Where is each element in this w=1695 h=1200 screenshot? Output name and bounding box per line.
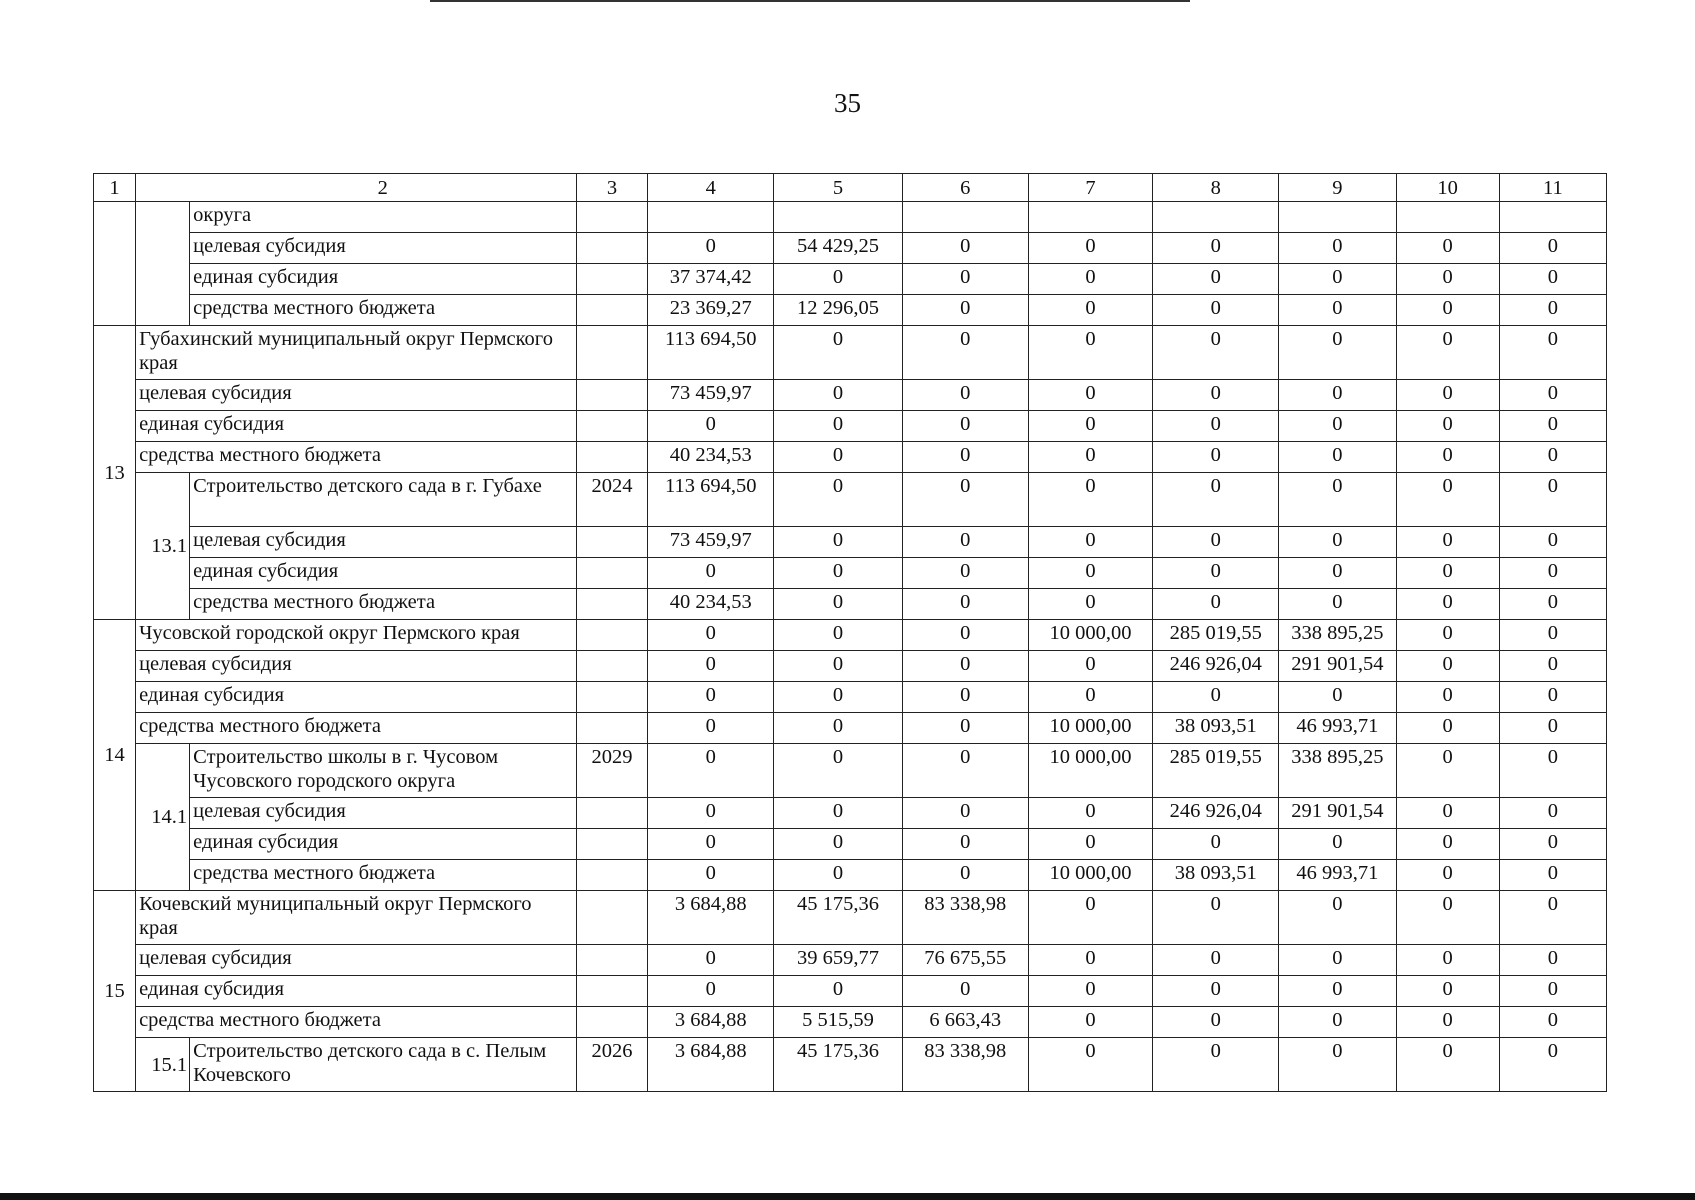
value-cell: 0: [1499, 976, 1606, 1007]
value-cell: 338 895,25: [1279, 620, 1396, 651]
year-cell: [576, 589, 647, 620]
value-cell: 10 000,00: [1028, 620, 1152, 651]
value-cell: 0: [902, 798, 1028, 829]
value-cell: [648, 202, 774, 233]
value-cell: 0: [1499, 558, 1606, 589]
row-label: целевая субсидия: [136, 380, 577, 411]
value-cell: [1396, 202, 1499, 233]
header-col-2: 2: [190, 174, 577, 202]
value-cell: 0: [1153, 682, 1279, 713]
value-cell: 0: [902, 744, 1028, 798]
value-cell: 338 895,25: [1279, 744, 1396, 798]
row-label: целевая субсидия: [190, 233, 577, 264]
value-cell: 0: [1396, 798, 1499, 829]
row-label: целевая субсидия: [190, 798, 577, 829]
value-cell: 0: [774, 682, 902, 713]
table-row: [94, 380, 1607, 411]
value-cell: 0: [1153, 295, 1279, 326]
value-cell: 0: [1279, 326, 1396, 380]
year-cell: 2026: [576, 1038, 647, 1092]
value-cell: 0: [774, 411, 902, 442]
value-cell: 0: [774, 442, 902, 473]
header-col-7: 7: [1028, 174, 1152, 202]
value-cell: 38 093,51: [1153, 713, 1279, 744]
value-cell: 0: [1396, 860, 1499, 891]
row-index: 14: [94, 620, 136, 891]
value-cell: 0: [902, 527, 1028, 558]
value-cell: 0: [1153, 976, 1279, 1007]
value-cell: 246 926,04: [1153, 798, 1279, 829]
value-cell: 0: [1028, 295, 1152, 326]
value-cell: 0: [1028, 589, 1152, 620]
year-cell: [576, 527, 647, 558]
row-label: целевая субсидия: [136, 945, 577, 976]
value-cell: 0: [1028, 473, 1152, 527]
year-cell: [576, 682, 647, 713]
value-cell: 0: [1499, 380, 1606, 411]
top-edge-line: [430, 0, 1190, 2]
year-cell: [576, 202, 647, 233]
value-cell: 0: [1396, 295, 1499, 326]
value-cell: 0: [774, 829, 902, 860]
table-row: [94, 527, 1607, 558]
value-cell: 0: [902, 589, 1028, 620]
value-cell: 0: [774, 264, 902, 295]
value-cell: 0: [902, 233, 1028, 264]
value-cell: 0: [902, 620, 1028, 651]
value-cell: 0: [902, 380, 1028, 411]
value-cell: 0: [902, 829, 1028, 860]
value-cell: 0: [902, 860, 1028, 891]
value-cell: 0: [1396, 651, 1499, 682]
row-label: средства местного бюджета: [136, 713, 577, 744]
value-cell: 10 000,00: [1028, 713, 1152, 744]
value-cell: 0: [1028, 527, 1152, 558]
value-cell: 0: [648, 651, 774, 682]
row-label: средства местного бюджета: [190, 860, 577, 891]
value-cell: 0: [1396, 682, 1499, 713]
row-label: средства местного бюджета: [190, 295, 577, 326]
value-cell: 285 019,55: [1153, 744, 1279, 798]
value-cell: 0: [1499, 620, 1606, 651]
value-cell: 0: [1499, 713, 1606, 744]
table-row: [94, 411, 1607, 442]
value-cell: 0: [1153, 589, 1279, 620]
value-cell: 0: [1499, 233, 1606, 264]
value-cell: 40 234,53: [648, 589, 774, 620]
value-cell: 0: [902, 558, 1028, 589]
value-cell: 0: [1499, 527, 1606, 558]
value-cell: 0: [1028, 1038, 1152, 1092]
table-row: [94, 860, 1607, 891]
value-cell: 0: [1279, 233, 1396, 264]
value-cell: 0: [1279, 264, 1396, 295]
table-row: [94, 651, 1607, 682]
value-cell: 246 926,04: [1153, 651, 1279, 682]
year-cell: [576, 891, 647, 945]
header-col-3: 3: [576, 174, 647, 202]
page-number: 35: [834, 88, 861, 118]
value-cell: 0: [1153, 527, 1279, 558]
value-cell: 45 175,36: [774, 891, 902, 945]
value-cell: 0: [1153, 326, 1279, 380]
table-row: [94, 798, 1607, 829]
row-label: единая субсидия: [190, 264, 577, 295]
value-cell: 0: [902, 682, 1028, 713]
table-row: [94, 829, 1607, 860]
year-cell: [576, 380, 647, 411]
value-cell: 0: [774, 651, 902, 682]
table-row: [94, 1007, 1607, 1038]
value-cell: 0: [1153, 1007, 1279, 1038]
value-cell: 0: [1499, 798, 1606, 829]
budget-table: [93, 173, 1607, 1092]
table-row: [94, 744, 1607, 798]
value-cell: 0: [1396, 411, 1499, 442]
row-label: целевая субсидия: [136, 651, 577, 682]
year-cell: [576, 860, 647, 891]
year-cell: [576, 295, 647, 326]
value-cell: 0: [1396, 233, 1499, 264]
year-cell: [576, 713, 647, 744]
year-cell: [576, 442, 647, 473]
row-label: Чусовской городской округ Пермского края: [136, 620, 577, 651]
value-cell: 0: [1499, 1038, 1606, 1092]
value-cell: 5 515,59: [774, 1007, 902, 1038]
value-cell: 0: [1499, 744, 1606, 798]
value-cell: 0: [648, 829, 774, 860]
value-cell: 0: [1279, 442, 1396, 473]
value-cell: 40 234,53: [648, 442, 774, 473]
row-label: средства местного бюджета: [136, 1007, 577, 1038]
value-cell: 0: [1279, 1038, 1396, 1092]
value-cell: 0: [1153, 380, 1279, 411]
value-cell: 12 296,05: [774, 295, 902, 326]
value-cell: 0: [1499, 411, 1606, 442]
row-label: единая субсидия: [136, 976, 577, 1007]
year-cell: 2024: [576, 473, 647, 527]
year-cell: [576, 798, 647, 829]
value-cell: 46 993,71: [1279, 860, 1396, 891]
table-row: [94, 202, 1607, 233]
value-cell: 0: [1153, 1038, 1279, 1092]
value-cell: 0: [648, 860, 774, 891]
table-row: [94, 1038, 1607, 1092]
value-cell: 0: [1499, 945, 1606, 976]
value-cell: 0: [648, 713, 774, 744]
value-cell: 0: [1279, 589, 1396, 620]
value-cell: 291 901,54: [1279, 651, 1396, 682]
value-cell: 0: [774, 620, 902, 651]
value-cell: 46 993,71: [1279, 713, 1396, 744]
value-cell: 6 663,43: [902, 1007, 1028, 1038]
value-cell: 73 459,97: [648, 527, 774, 558]
value-cell: 0: [1396, 589, 1499, 620]
value-cell: 0: [1279, 295, 1396, 326]
subrow-index: 14.1: [136, 744, 190, 891]
value-cell: 0: [1396, 829, 1499, 860]
value-cell: 0: [1153, 558, 1279, 589]
table-row: [94, 713, 1607, 744]
value-cell: 0: [902, 976, 1028, 1007]
table-row: [94, 295, 1607, 326]
row-index: 15: [94, 891, 136, 1092]
value-cell: 0: [1028, 945, 1152, 976]
value-cell: 0: [1153, 829, 1279, 860]
header-col-10: 10: [1396, 174, 1499, 202]
row-label: единая субсидия: [136, 682, 577, 713]
value-cell: 0: [1028, 682, 1152, 713]
bottom-edge-bar: [0, 1193, 1695, 1200]
value-cell: 0: [774, 860, 902, 891]
value-cell: 3 684,88: [648, 1038, 774, 1092]
value-cell: 0: [1028, 264, 1152, 295]
value-cell: 0: [1028, 651, 1152, 682]
value-cell: 83 338,98: [902, 891, 1028, 945]
table-row: [94, 589, 1607, 620]
value-cell: 0: [1396, 558, 1499, 589]
value-cell: 291 901,54: [1279, 798, 1396, 829]
value-cell: 113 694,50: [648, 473, 774, 527]
value-cell: 83 338,98: [902, 1038, 1028, 1092]
value-cell: 0: [648, 744, 774, 798]
value-cell: 285 019,55: [1153, 620, 1279, 651]
value-cell: [902, 202, 1028, 233]
value-cell: [774, 202, 902, 233]
value-cell: 0: [1396, 891, 1499, 945]
value-cell: 0: [1396, 380, 1499, 411]
value-cell: 0: [774, 473, 902, 527]
value-cell: 0: [1396, 976, 1499, 1007]
year-cell: [576, 651, 647, 682]
header-col-5: 5: [774, 174, 902, 202]
value-cell: 0: [1279, 682, 1396, 713]
value-cell: 0: [1028, 891, 1152, 945]
value-cell: 0: [1028, 829, 1152, 860]
value-cell: 0: [902, 473, 1028, 527]
year-cell: [576, 945, 647, 976]
table-row: [94, 945, 1607, 976]
value-cell: 39 659,77: [774, 945, 902, 976]
value-cell: 0: [1153, 264, 1279, 295]
value-cell: 0: [648, 620, 774, 651]
value-cell: 0: [902, 326, 1028, 380]
value-cell: 0: [774, 527, 902, 558]
row-label: округа: [190, 202, 577, 233]
value-cell: 0: [1396, 713, 1499, 744]
value-cell: 0: [1279, 945, 1396, 976]
year-cell: [576, 326, 647, 380]
row-label: Губахинский муниципальный округ Пермского края: [136, 326, 577, 380]
value-cell: 0: [1279, 976, 1396, 1007]
table-row: [94, 326, 1607, 380]
row-label: единая субсидия: [190, 558, 577, 589]
year-cell: [576, 411, 647, 442]
year-cell: [576, 620, 647, 651]
value-cell: 0: [1499, 651, 1606, 682]
value-cell: 0: [1028, 326, 1152, 380]
row-label: единая субсидия: [190, 829, 577, 860]
value-cell: 0: [774, 713, 902, 744]
value-cell: 0: [648, 976, 774, 1007]
value-cell: 0: [774, 589, 902, 620]
table-row: [94, 264, 1607, 295]
year-cell: [576, 233, 647, 264]
value-cell: 0: [902, 264, 1028, 295]
value-cell: 0: [1028, 1007, 1152, 1038]
value-cell: 0: [902, 295, 1028, 326]
value-cell: 0: [1279, 380, 1396, 411]
value-cell: 0: [1153, 411, 1279, 442]
value-cell: [1499, 202, 1606, 233]
header-col-1: 1: [94, 174, 136, 202]
value-cell: 0: [1396, 1038, 1499, 1092]
value-cell: 0: [1153, 233, 1279, 264]
row-label: Строительство детского сада в г. Губахе: [190, 473, 577, 527]
table-row: [94, 233, 1607, 264]
subrow-index: 13.1: [136, 473, 190, 620]
subrow-index: 15.1: [136, 1038, 190, 1092]
row-label: Кочевский муниципальный округ Пермского края: [136, 891, 577, 945]
year-cell: [576, 1007, 647, 1038]
value-cell: 0: [1396, 473, 1499, 527]
value-cell: 113 694,50: [648, 326, 774, 380]
value-cell: 0: [1279, 558, 1396, 589]
value-cell: 0: [648, 682, 774, 713]
value-cell: 0: [1499, 1007, 1606, 1038]
table-row: [94, 473, 1607, 527]
value-cell: 0: [1279, 891, 1396, 945]
value-cell: 0: [1499, 891, 1606, 945]
table-row: [94, 682, 1607, 713]
value-cell: 0: [902, 651, 1028, 682]
row-label: Строительство школы в г. Чусовом Чусовского городского округа: [190, 744, 577, 798]
row-label: средства местного бюджета: [136, 442, 577, 473]
value-cell: 0: [1396, 442, 1499, 473]
row-index: 13: [94, 326, 136, 620]
value-cell: 0: [1499, 326, 1606, 380]
value-cell: 0: [1153, 945, 1279, 976]
value-cell: 0: [648, 945, 774, 976]
year-cell: [576, 829, 647, 860]
value-cell: [1279, 202, 1396, 233]
value-cell: 38 093,51: [1153, 860, 1279, 891]
value-cell: 0: [648, 798, 774, 829]
value-cell: 0: [774, 976, 902, 1007]
value-cell: 0: [1499, 829, 1606, 860]
value-cell: 73 459,97: [648, 380, 774, 411]
value-cell: 0: [1499, 860, 1606, 891]
value-cell: 0: [1028, 411, 1152, 442]
value-cell: 0: [1499, 473, 1606, 527]
value-cell: 0: [1279, 829, 1396, 860]
value-cell: 10 000,00: [1028, 860, 1152, 891]
value-cell: 23 369,27: [648, 295, 774, 326]
value-cell: 0: [1396, 326, 1499, 380]
value-cell: 0: [1279, 1007, 1396, 1038]
value-cell: 10 000,00: [1028, 744, 1152, 798]
value-cell: 0: [1499, 264, 1606, 295]
table-row: [94, 442, 1607, 473]
value-cell: 0: [902, 713, 1028, 744]
value-cell: 45 175,36: [774, 1038, 902, 1092]
value-cell: 3 684,88: [648, 1007, 774, 1038]
value-cell: 0: [1396, 264, 1499, 295]
value-cell: 0: [774, 744, 902, 798]
subrow-index-cell: [136, 202, 190, 326]
value-cell: 54 429,25: [774, 233, 902, 264]
value-cell: 0: [1153, 442, 1279, 473]
value-cell: 0: [1499, 589, 1606, 620]
table-row: [94, 558, 1607, 589]
value-cell: 0: [902, 442, 1028, 473]
table-row: [94, 620, 1607, 651]
value-cell: 0: [1279, 527, 1396, 558]
value-cell: 0: [1028, 442, 1152, 473]
value-cell: 0: [1279, 473, 1396, 527]
value-cell: 0: [774, 798, 902, 829]
table-row: [94, 891, 1607, 945]
value-cell: 0: [1028, 976, 1152, 1007]
value-cell: 3 684,88: [648, 891, 774, 945]
header-col-4: 4: [648, 174, 774, 202]
value-cell: 0: [1396, 744, 1499, 798]
value-cell: 0: [1153, 473, 1279, 527]
value-cell: 0: [774, 558, 902, 589]
value-cell: 0: [1396, 945, 1499, 976]
value-cell: [1153, 202, 1279, 233]
value-cell: 0: [1499, 442, 1606, 473]
header-col-11: 11: [1499, 174, 1606, 202]
value-cell: 0: [648, 233, 774, 264]
header-col-8: 8: [1153, 174, 1279, 202]
value-cell: 0: [648, 558, 774, 589]
value-cell: 0: [1499, 682, 1606, 713]
value-cell: 0: [1396, 527, 1499, 558]
value-cell: 0: [774, 380, 902, 411]
row-label: Строительство детского сада в с. Пелым Кочевского: [190, 1038, 577, 1092]
year-cell: [576, 976, 647, 1007]
row-label: средства местного бюджета: [190, 589, 577, 620]
year-cell: 2029: [576, 744, 647, 798]
value-cell: 0: [1028, 380, 1152, 411]
header-row: [94, 174, 1607, 202]
row-label: единая субсидия: [136, 411, 577, 442]
value-cell: [1028, 202, 1152, 233]
year-cell: [576, 558, 647, 589]
value-cell: 37 374,42: [648, 264, 774, 295]
header-col-6: 6: [902, 174, 1028, 202]
value-cell: 76 675,55: [902, 945, 1028, 976]
row-label: целевая субсидия: [190, 527, 577, 558]
value-cell: 0: [774, 326, 902, 380]
value-cell: 0: [1499, 295, 1606, 326]
value-cell: 0: [1279, 411, 1396, 442]
value-cell: 0: [1028, 558, 1152, 589]
value-cell: 0: [902, 411, 1028, 442]
value-cell: 0: [1396, 1007, 1499, 1038]
value-cell: 0: [1396, 620, 1499, 651]
header-col-9: 9: [1279, 174, 1396, 202]
value-cell: 0: [648, 411, 774, 442]
value-cell: 0: [1028, 233, 1152, 264]
value-cell: 0: [1153, 891, 1279, 945]
row-index-cell: [94, 202, 136, 326]
table-row: [94, 976, 1607, 1007]
value-cell: 0: [1028, 798, 1152, 829]
year-cell: [576, 264, 647, 295]
